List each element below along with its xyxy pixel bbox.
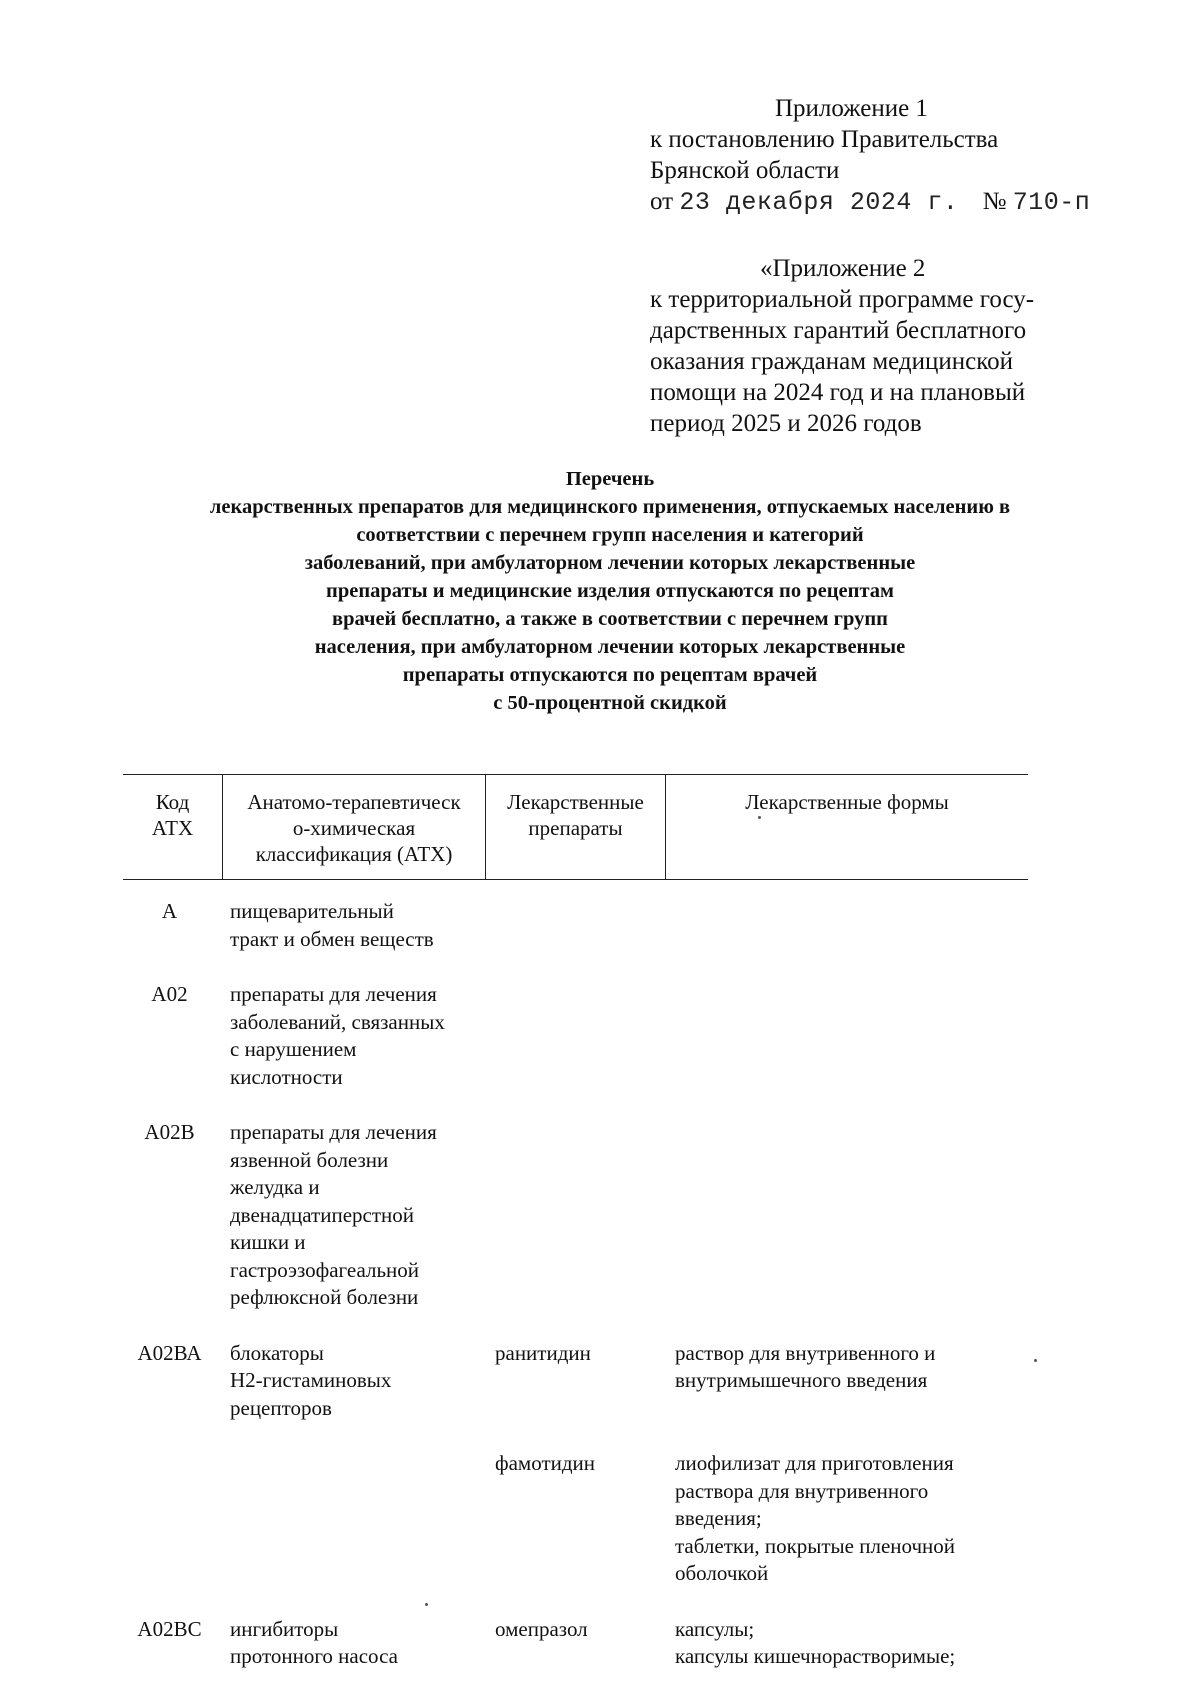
cell-classification-line: заболеваний, связанных: [230, 1009, 445, 1034]
title-line: населения, при амбулаторном лечении которых лекарственные: [314, 636, 906, 658]
typed-date: 23 декабря 2024 г.: [679, 188, 959, 217]
table-row: [123, 1119, 1028, 1312]
document-title: [140, 465, 1080, 717]
title-line: заболеваний, при амбулаторном лечении которых лекарственные: [304, 552, 916, 574]
cell-form-line: оболочкой: [675, 1561, 769, 1585]
cell-drug-line: фамотидин: [495, 1451, 596, 1475]
cell-classification-line: препараты для лечения: [230, 982, 437, 1006]
title-line: соответствии с перечнем групп населения и категорий: [356, 524, 864, 546]
appendix-1-line-2: к постановлению Правительства: [650, 126, 999, 153]
header-classification-line: о-химическая: [292, 816, 416, 840]
appendix-2-line-6: период 2025 и 2026 годов: [650, 410, 922, 437]
cell-classification-line: препараты для лечения: [230, 1120, 437, 1144]
appendix-2-title: «Приложение 2: [760, 255, 926, 282]
header-drugs-line: Лекарственные: [507, 790, 644, 814]
cell-form-line: капсулы кишечнорастворимые;: [675, 1644, 956, 1668]
cell-drug: [485, 1616, 665, 1671]
cell-classification: [222, 1616, 485, 1671]
cell-classification-line: язвенной болезни: [230, 1147, 389, 1172]
title-line: препараты и медицинские изделия отпускаются по рецептам: [326, 580, 894, 602]
cell-classification-line: желудка и: [230, 1175, 320, 1199]
atc-code: А: [161, 899, 178, 923]
cell-drug-line: омепразол: [495, 1616, 588, 1641]
atc-code: А02: [151, 982, 188, 1006]
cell-form: [665, 1616, 1028, 1671]
cell-drug: [485, 981, 665, 1091]
cell-classification-line: с нарушением: [230, 1037, 357, 1061]
header-classification-line: Анатомо-терапевтическ: [247, 790, 461, 814]
typed-number: 710-п: [1012, 188, 1091, 217]
title-line: препараты отпускаются по рецептам врачей: [402, 664, 818, 686]
table-row: [123, 898, 1028, 953]
cell-classification-line: протонного насоса: [230, 1644, 398, 1668]
cell-classification-line: Н2-гистаминовых: [230, 1368, 392, 1392]
cell-classification-line: тракт и обмен веществ: [230, 926, 434, 951]
appendix-2-line-4: оказания гражданам медицинской: [650, 348, 1014, 375]
header-code-atc: [123, 775, 222, 879]
cell-drug: [485, 1119, 665, 1312]
cell-drug-line: ранитидин: [495, 1340, 591, 1365]
table-header: [123, 774, 1028, 880]
cell-drug: [485, 898, 665, 953]
cell-form-line: лиофилизат для приготовления: [675, 1451, 954, 1475]
scan-speck: [758, 816, 761, 819]
title-line: лекарственных препаратов для медицинского применения, отпускаемых населению в: [209, 496, 1011, 518]
number-sign: №: [982, 188, 1007, 215]
cell-form: [665, 981, 1028, 1091]
cell-form: [665, 898, 1028, 953]
cell-code: [123, 1340, 222, 1423]
scan-speck: [425, 1603, 428, 1606]
cell-classification-line: рефлюксной болезни: [230, 1285, 419, 1309]
cell-classification: [222, 1119, 485, 1312]
cell-classification-line: ингибиторы: [230, 1616, 339, 1641]
cell-form-line: таблетки, покрытые пленочной: [675, 1533, 956, 1558]
table-row: [123, 1616, 1028, 1671]
cell-code: [123, 1616, 222, 1671]
cell-classification: [222, 1450, 485, 1588]
appendix-1-header: [650, 93, 1110, 218]
cell-code: [123, 1119, 222, 1312]
header-code-line: Код: [155, 790, 190, 814]
cell-classification-line: двенадцатиперстной: [230, 1202, 415, 1227]
cell-classification-line: пищеварительный: [230, 899, 394, 923]
header-drugs: [485, 775, 665, 879]
appendix-1-line-3: Брянской области: [650, 157, 840, 184]
table-row: [123, 981, 1028, 1091]
cell-drug: [485, 1340, 665, 1423]
cell-classification: [222, 898, 485, 953]
cell-code: [123, 981, 222, 1091]
cell-form-line: введения;: [675, 1506, 762, 1530]
appendix-2-line-5: помощи на 2024 год и на плановый: [650, 379, 1026, 406]
cell-form: [665, 1450, 1028, 1588]
appendix-1-title: Приложение 1: [775, 95, 928, 122]
appendix-2-line-2: к территориальной программе госу-: [650, 286, 1035, 313]
cell-classification-line: рецепторов: [230, 1395, 332, 1420]
header-classification: [222, 775, 485, 879]
atc-code: А02ВС: [137, 1616, 202, 1641]
cell-classification: [222, 981, 485, 1091]
scan-speck: [1034, 1359, 1037, 1362]
cell-code: [123, 898, 222, 953]
header-forms: [665, 775, 1028, 879]
cell-code: [123, 1450, 222, 1588]
table-row: [123, 1450, 1028, 1588]
header-drugs-line: препараты: [528, 816, 623, 840]
cell-form: [665, 1119, 1028, 1312]
cell-classification: [222, 1340, 485, 1423]
header-forms-line: Лекарственные формы: [745, 790, 949, 814]
cell-drug: [485, 1450, 665, 1588]
appendix-2-header: [650, 253, 1110, 439]
cell-form-line: раствора для внутривенного: [675, 1478, 929, 1503]
title-line: с 50-процентной скидкой: [493, 692, 727, 714]
table-row: [123, 1340, 1028, 1423]
atc-code: А02В: [144, 1120, 195, 1144]
drug-list-table: [123, 774, 1028, 1671]
header-code-line: АТХ: [151, 816, 194, 840]
appendix-2-line-3: дарственных гарантий бесплатного: [650, 317, 1027, 344]
header-classification-line: классификация (АТХ): [255, 842, 453, 866]
cell-classification-line: гастроэзофагеальной: [230, 1257, 420, 1282]
atc-code: А02ВА: [137, 1340, 202, 1365]
cell-form-line: раствор для внутривенного и: [675, 1340, 936, 1365]
title-line: врачей бесплатно, а также в соответствии с перечнем групп: [332, 608, 888, 630]
date-prefix: от: [650, 188, 674, 215]
cell-classification-line: блокаторы: [230, 1340, 324, 1365]
title-line: Перечень: [565, 468, 655, 490]
cell-form: [665, 1340, 1028, 1423]
table-body: [123, 898, 1028, 1671]
cell-classification-line: кислотности: [230, 1064, 343, 1089]
cell-form-line: внутримышечного введения: [675, 1368, 928, 1392]
cell-form-line: капсулы;: [675, 1616, 755, 1641]
appendix-1-date-line: [650, 186, 1110, 218]
cell-classification-line: кишки и: [230, 1230, 306, 1254]
